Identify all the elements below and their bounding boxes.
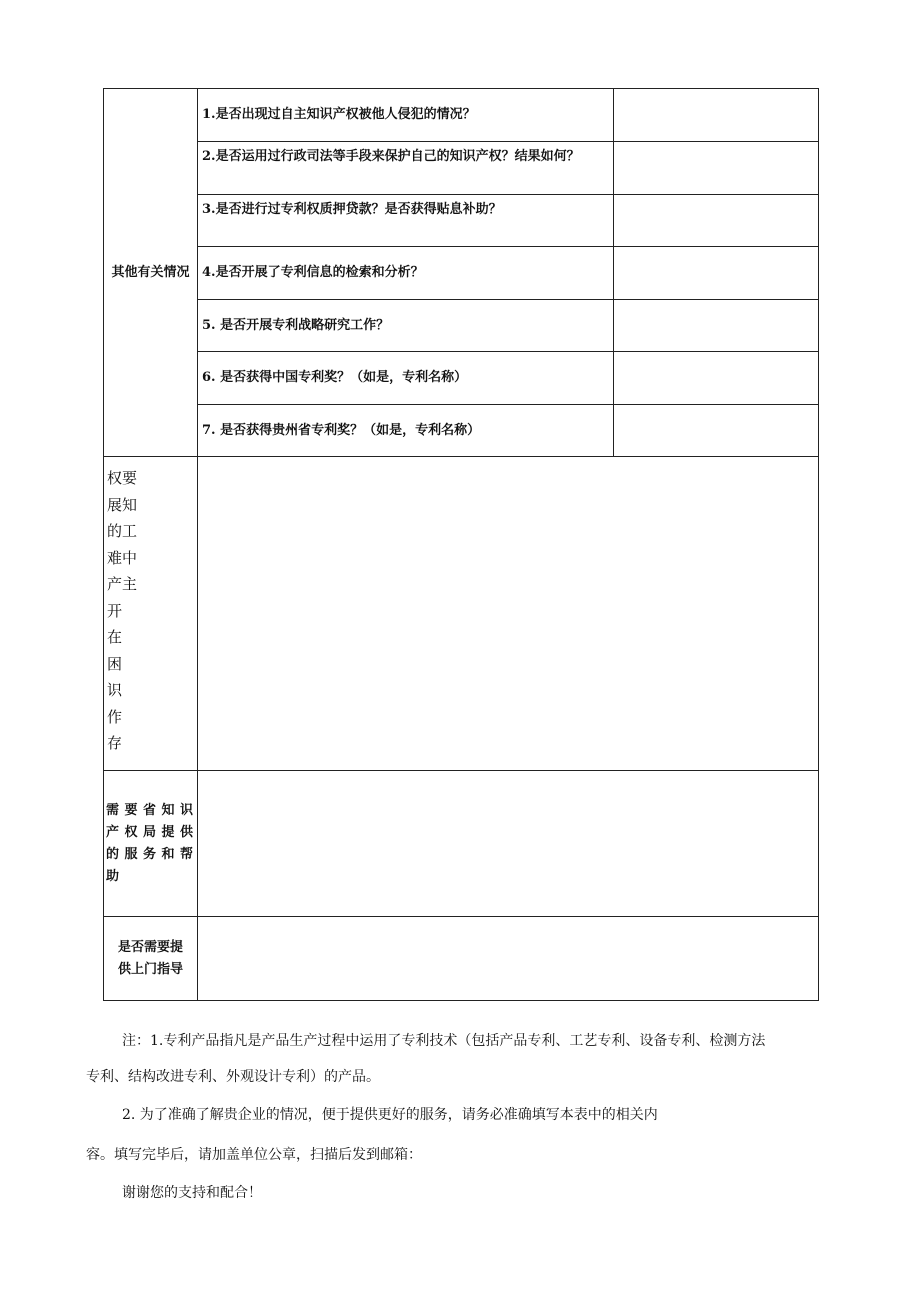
difficulty-row: [104, 457, 819, 771]
label-char: 展: [107, 495, 123, 514]
question-3: 3.是否进行过专利权质押贷款？是否获得贴息补助？: [198, 195, 614, 247]
answer-cell-2[interactable]: [614, 142, 819, 195]
question-row-1: [104, 89, 819, 142]
question-6: 6. 是否获得中国专利奖？（如是，专利名称）: [198, 352, 614, 405]
label-char: 难: [107, 548, 123, 567]
note-line-2: 专利、结构改进专利、外观设计专利）的产品。: [86, 1069, 380, 1085]
label-char: 在: [107, 628, 123, 646]
question-5: 5. 是否开展专利战略研究工作？: [198, 300, 614, 352]
label-char: 存: [107, 734, 123, 752]
note-thanks: 谢谢您的支持和配合！: [122, 1185, 262, 1201]
question-row-4: [104, 247, 819, 300]
note-line-4: 容。填写完毕后，请加盖单位公章，扫描后发到邮箱：: [86, 1147, 422, 1163]
label-char: 工: [122, 522, 138, 540]
answer-cell-4[interactable]: [614, 247, 819, 300]
visit-label-line: 供上门指导: [117, 961, 183, 977]
help-label: [104, 771, 198, 917]
label-char: 中: [122, 548, 138, 567]
label-char: 困: [107, 654, 123, 673]
question-row-5: [104, 300, 819, 352]
question-2: 2.是否运用过行政司法等手段来保护自己的知识产权？结果如何？: [198, 142, 614, 195]
help-answer-cell[interactable]: [198, 771, 819, 917]
help-label-line: 需要省知识: [106, 802, 195, 818]
question-7: 7. 是否获得贵州省专利奖？（如是，专利名称）: [198, 405, 614, 457]
answer-cell-3[interactable]: [614, 195, 819, 247]
visit-label: [104, 917, 198, 1001]
label-char: 权: [107, 469, 123, 487]
label-char: 作: [107, 707, 123, 726]
label-char: 开: [107, 601, 123, 620]
answer-cell-7[interactable]: [614, 405, 819, 457]
visit-row: [104, 917, 819, 1001]
help-label-line: 产权局提供: [106, 824, 195, 840]
note-line-3: 2. 为了准确了解贵企业的情况，便于提供更好的服务，请务必准确填写本表中的相关内: [122, 1107, 658, 1123]
label-char: 知: [122, 495, 138, 514]
question-4: 4.是否开展了专利信息的检索和分析？: [198, 247, 614, 300]
label-char: 产: [107, 575, 123, 593]
difficulty-label-chars: [107, 465, 197, 757]
answer-cell-6[interactable]: [614, 352, 819, 405]
other-situation-label-text: 其他有关情况: [111, 264, 190, 280]
answer-cell-1[interactable]: [614, 89, 819, 142]
difficulty-answer-cell[interactable]: [198, 457, 819, 771]
answer-cell-5[interactable]: [614, 300, 819, 352]
label-char: 要: [122, 469, 138, 487]
survey-table: [103, 88, 819, 1001]
note-line-1: 注：1.专利产品指凡是产品生产过程中运用了专利技术（包括产品专利、工艺专利、设备专利、检测方法: [122, 1033, 766, 1049]
visit-label-line: 是否需要提: [117, 939, 183, 955]
help-label-line: 助: [106, 868, 122, 884]
question-row-7: [104, 405, 819, 457]
visit-answer-cell[interactable]: [198, 917, 819, 1001]
label-char: 主: [122, 575, 138, 593]
label-char: 识: [107, 681, 123, 699]
question-row-2: [104, 142, 819, 195]
question-1: 1.是否出现过自主知识产权被他人侵犯的情况？: [198, 89, 614, 142]
help-row: [104, 771, 819, 917]
difficulty-label: [104, 457, 198, 771]
question-row-3: [104, 195, 819, 247]
question-row-6: [104, 352, 819, 405]
label-char: 的: [107, 522, 123, 540]
help-label-line: 的服务和帮: [106, 846, 195, 862]
other-situation-label: [104, 89, 198, 457]
